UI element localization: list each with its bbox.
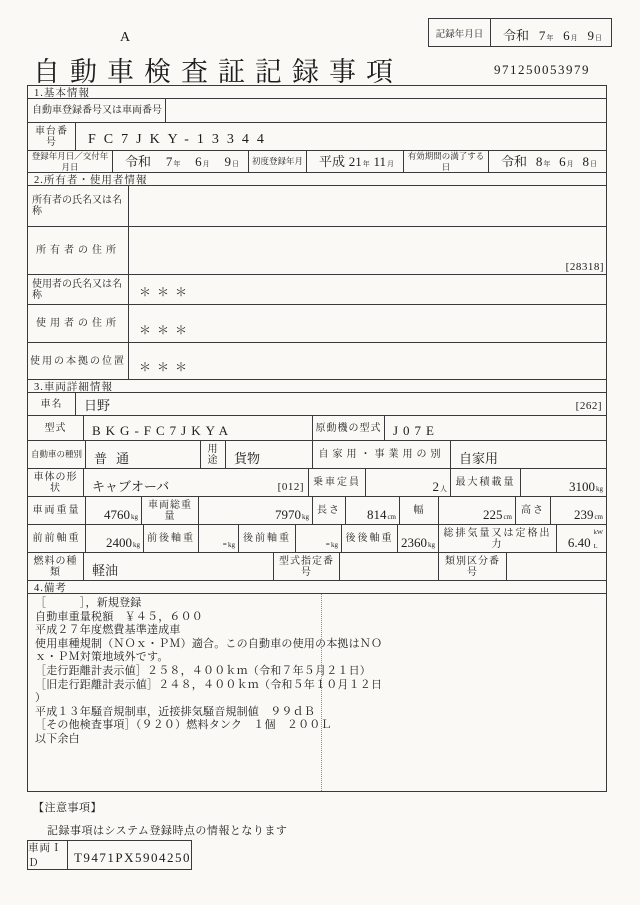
length-label: 長さ (313, 497, 346, 524)
displacement-power-value: 6.40 kW L (567, 529, 603, 550)
vehicle-weight-label: 車両重量 (28, 497, 86, 524)
expiry-date-label: 有効期間の満了する日 (404, 151, 489, 172)
user-name-label: 使用者の氏名又は名称 (28, 275, 129, 304)
registration-date-label: 登録年月日／交付年月日 (28, 151, 113, 172)
owner-address-label: 所有者の住所 (28, 227, 129, 274)
car-name-label: 車名 (28, 393, 76, 415)
gross-weight-value: 7970 kg (199, 497, 313, 524)
car-name-code: [262] (575, 400, 602, 412)
remark-line: 平成１３年騒音規制車，近接排気騒音規制値 ９９ｄＢ (35, 705, 315, 718)
remark-line: ［ ］，新規登録 (35, 597, 142, 609)
remark-line: 使用車種規制（ＮＯｘ・ＰＭ）適合。この自動車の使用の本拠はＮＯ (35, 637, 383, 650)
chassis-number-label: 車台番号 (28, 123, 76, 150)
section-remarks-header: 4.備考 (34, 582, 67, 593)
base-location-label: 使用の本拠の位置 (28, 343, 129, 379)
remark-line: ［その他検査事項］（９２０）燃料タンク １個 ２００Ｌ (35, 719, 332, 732)
base-location-value: ＊＊＊ (139, 360, 194, 374)
owner-name-label: 所有者の氏名又は名称 (28, 186, 129, 226)
class-number-value (507, 553, 606, 580)
type-cert-number-value (340, 553, 439, 580)
engine-model-label: 原動機の型式 (313, 416, 385, 440)
owner-address-code: [28318] (565, 261, 604, 273)
capacity-value: 2 人 (366, 469, 451, 496)
document-number: 971250053979 (494, 62, 590, 77)
remark-line: 平成２７年度燃費基準達成車 (35, 624, 181, 637)
vehicle-id-box (27, 840, 192, 870)
body-shape-code: [012] (277, 481, 304, 493)
axle-front-rear-value: - kg (199, 525, 239, 552)
car-name-value: 日野 [262] (84, 398, 602, 413)
section-owner-header: 2.所有者・使用者情報 (34, 174, 148, 185)
remark-line: 自動車重量税額 ￥４５，６００ (35, 610, 203, 623)
body-shape-label: 車体の形状 (28, 469, 84, 496)
section-vehicle-header: 3.車両詳細情報 (34, 381, 113, 392)
vehicle-kind-value: 普通 (86, 441, 201, 468)
axle-rear-rear-value: 2360 kg (398, 525, 439, 552)
model-label: 型式 (28, 416, 84, 440)
user-address-label: 使用者の住所 (28, 305, 129, 342)
height-label: 高さ (516, 497, 551, 524)
record-date-value: 令和 7 年 6 月 9 日 (503, 28, 602, 43)
remark-line: ） (35, 692, 47, 705)
width-value: 225 cm (439, 497, 516, 524)
use-label: 用途 (201, 441, 226, 468)
max-load-label: 最大積載量 (451, 469, 521, 496)
remarks-body (28, 594, 606, 791)
engine-model-value: J07E (393, 423, 439, 438)
chassis-number-value: FC7JKY-13344 (88, 132, 272, 147)
record-date-label: 記録年月日 (429, 19, 491, 46)
class-number-label: 類別区分番号 (439, 553, 507, 580)
axle-front-front-value: 2400 kg (86, 525, 144, 552)
body-shape-value: キャブオーバ [012] (84, 469, 309, 496)
expiry-date-value: 令和 8 年 6 月 8 日 (501, 154, 597, 169)
notice-text: 記録事項はシステム登録時点の情報となります (47, 825, 288, 837)
record-date-box (428, 18, 612, 47)
reg-number-label: 自動車登録番号又は車両番号 (28, 99, 166, 122)
page-mark-a: A (120, 30, 132, 45)
remark-line: ［走行距離計表示値］２５８，４００ｋｍ（令和７年５月２１日） (35, 664, 371, 677)
use-value: 貨物 (226, 441, 313, 468)
certificate-table (27, 85, 607, 792)
vehicle-id-label: 車両ＩＤ (28, 841, 68, 869)
length-value: 814 cm (346, 497, 400, 524)
model-value: BKG-FC7JKYA (84, 416, 313, 440)
section-basic-header: 1.基本情報 (34, 87, 90, 98)
reg-number-value (166, 99, 606, 122)
fuel-type-label: 燃料の種類 (28, 553, 84, 580)
axle-rear-rear-label: 後後軸重 (342, 525, 398, 552)
page-title: 自動車検査証記録事項 (33, 57, 403, 87)
gross-weight-label: 車両総重量 (142, 497, 199, 524)
registration-date-value: 令和 7 年 6 月 9 日 (113, 151, 249, 172)
axle-front-rear-label: 前後軸重 (144, 525, 199, 552)
remark-line: ［旧走行距離計表示値］２４８，４００ｋｍ（令和５年１０月１２日 (35, 678, 383, 691)
first-registration-value: 平成 21 年 11 月 (307, 151, 404, 172)
private-business-value: 自家用 (459, 451, 499, 466)
notice-title: 【注意事項】 (33, 802, 102, 814)
user-name-value: ＊＊＊ (139, 285, 194, 299)
fuel-type-value: 軽油 (84, 553, 274, 580)
remark-line: 以下余白 (35, 732, 80, 745)
remarks-column-divider (321, 594, 322, 791)
displacement-power-label: 総排気量又は定格出力 (439, 525, 557, 552)
owner-address-value (129, 227, 606, 274)
remark-line: ｘ・ＰＭ対策地域外です。 (35, 651, 169, 664)
capacity-label: 乗車定員 (309, 469, 366, 496)
era: 令和 (503, 28, 530, 43)
vehicle-id-value: T9471PX5904250 (73, 850, 191, 865)
axle-front-front-label: 前前軸重 (28, 525, 86, 552)
width-label: 幅 (400, 497, 439, 524)
displacement-power-units: kW L (593, 529, 603, 550)
axle-rear-front-value: - kg (296, 525, 342, 552)
vehicle-weight-value: 4760 kg (86, 497, 142, 524)
owner-name-value (129, 186, 606, 226)
user-address-value: ＊＊＊ (139, 323, 194, 337)
private-business-label: 自家用・事業用の別 (313, 441, 451, 468)
max-load-value: 3100 kg (569, 479, 603, 494)
axle-rear-front-label: 後前軸重 (239, 525, 296, 552)
vehicle-kind-label: 自動車の種別 (28, 441, 86, 468)
height-value: 239 cm (573, 507, 603, 522)
first-registration-label: 初度登録年月 (249, 151, 307, 172)
type-cert-number-label: 型式指定番号 (274, 553, 340, 580)
